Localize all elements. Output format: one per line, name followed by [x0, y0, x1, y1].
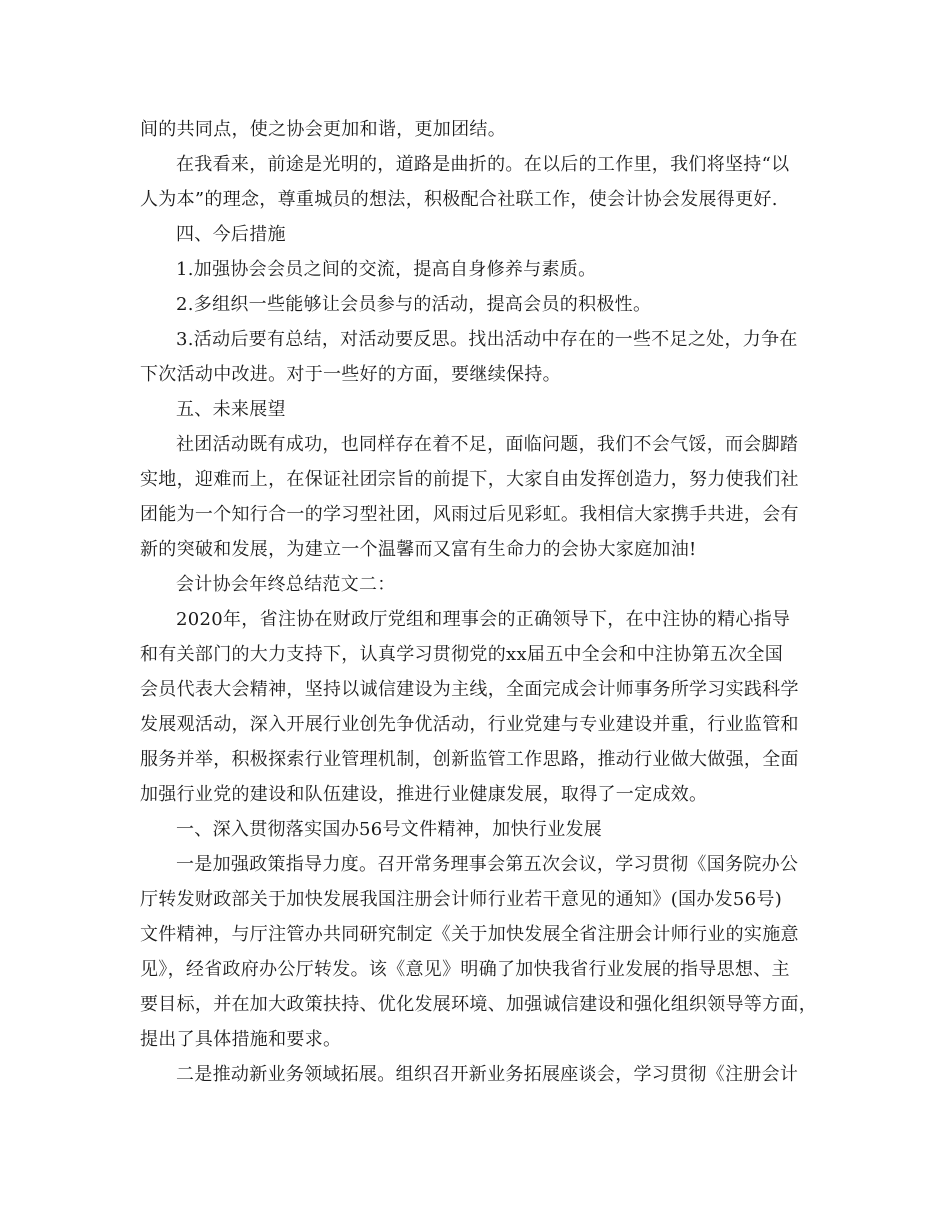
text-line: 加强行业党的建设和队伍建设，推进行业健康发展，取得了一定成效。: [140, 784, 708, 805]
text-line: 社团活动既有成功，也同样存在着不足，面临问题，我们不会气馁，而会脚踏: [176, 434, 799, 455]
text-line: 要目标，并在加大政策扶持、优化发展环境、加强诚信建设和强化组织领导等方面，: [140, 994, 818, 1015]
text-line: 一是加强政策指导力度。召开常务理事会第五次会议，学习贯彻《国务院办公: [176, 854, 799, 875]
text-line: 下次活动中改进。对于一些好的方面，要继续保持。: [140, 364, 561, 385]
text-line: 1.加强协会会员之间的交流，提高自身修养与素质。: [176, 259, 597, 280]
text-line: 2020年，省注协在财政厅党组和理事会的正确领导下，在中注协的精心指导: [176, 609, 791, 630]
text-line: 会员代表大会精神，坚持以诚信建设为主线，全面完成会计师事务所学习实践科学: [140, 679, 799, 700]
text-line: 间的共同点，使之协会更加和谐，更加团结。: [140, 119, 506, 140]
section-heading: 四、今后措施: [176, 224, 286, 245]
text-line: 3.活动后要有总结，对活动要反思。找出活动中存在的一些不足之处，力争在: [176, 329, 798, 350]
section-heading: 一、深入贯彻落实国办56号文件精神，加快行业发展: [176, 819, 603, 840]
text-line: 团能为一个知行合一的学习型社团，风雨过后见彩虹。我相信大家携手共进，会有: [140, 504, 799, 525]
text-line: 实地，迎难而上，在保证社团宗旨的前提下，大家自由发挥创造力，努力使我们社: [140, 469, 799, 490]
text-line: 厅转发财政部关于加快发展我国注册会计师行业若干意见的通知》(国办发56号): [140, 889, 783, 910]
text-line: 见》，经省政府办公厅转发。该《意见》明确了加快我省行业发展的指导思想、主: [140, 959, 790, 980]
text-line: 在我看来，前途是光明的，道路是曲折的。在以后的工作里，我们将坚持“以: [176, 154, 790, 175]
section-heading: 会计协会年终总结范文二：: [176, 574, 396, 595]
text-line: 2.多组织一些能够让会员参与的活动，提高会员的积极性。: [176, 294, 652, 315]
text-line: 文件精神，与厅注管办共同研究制定《关于加快发展全省注册会计师行业的实施意: [140, 924, 799, 945]
text-line: 人为本”的理念，尊重城员的想法，积极配合社联工作，使会计协会发展得更好.: [140, 189, 778, 210]
text-line: 新的突破和发展，为建立一个温馨而又富有生命力的会协大家庭加油!: [140, 539, 697, 560]
section-heading: 五、未来展望: [176, 399, 286, 420]
text-line: 发展观活动，深入开展行业创先争优活动，行业党建与专业建设并重，行业监管和: [140, 714, 799, 735]
text-line: 二是推动新业务领域拓展。组织召开新业务拓展座谈会，学习贯彻《注册会计: [176, 1064, 799, 1085]
text-line: 服务并举，积极探索行业管理机制，创新监管工作思路，推动行业做大做强，全面: [140, 749, 799, 770]
text-line: 和有关部门的大力支持下，认真学习贯彻党的xx届五中全会和中注协第五次全国: [140, 644, 784, 665]
text-line: 提出了具体措施和要求。: [140, 1029, 342, 1050]
